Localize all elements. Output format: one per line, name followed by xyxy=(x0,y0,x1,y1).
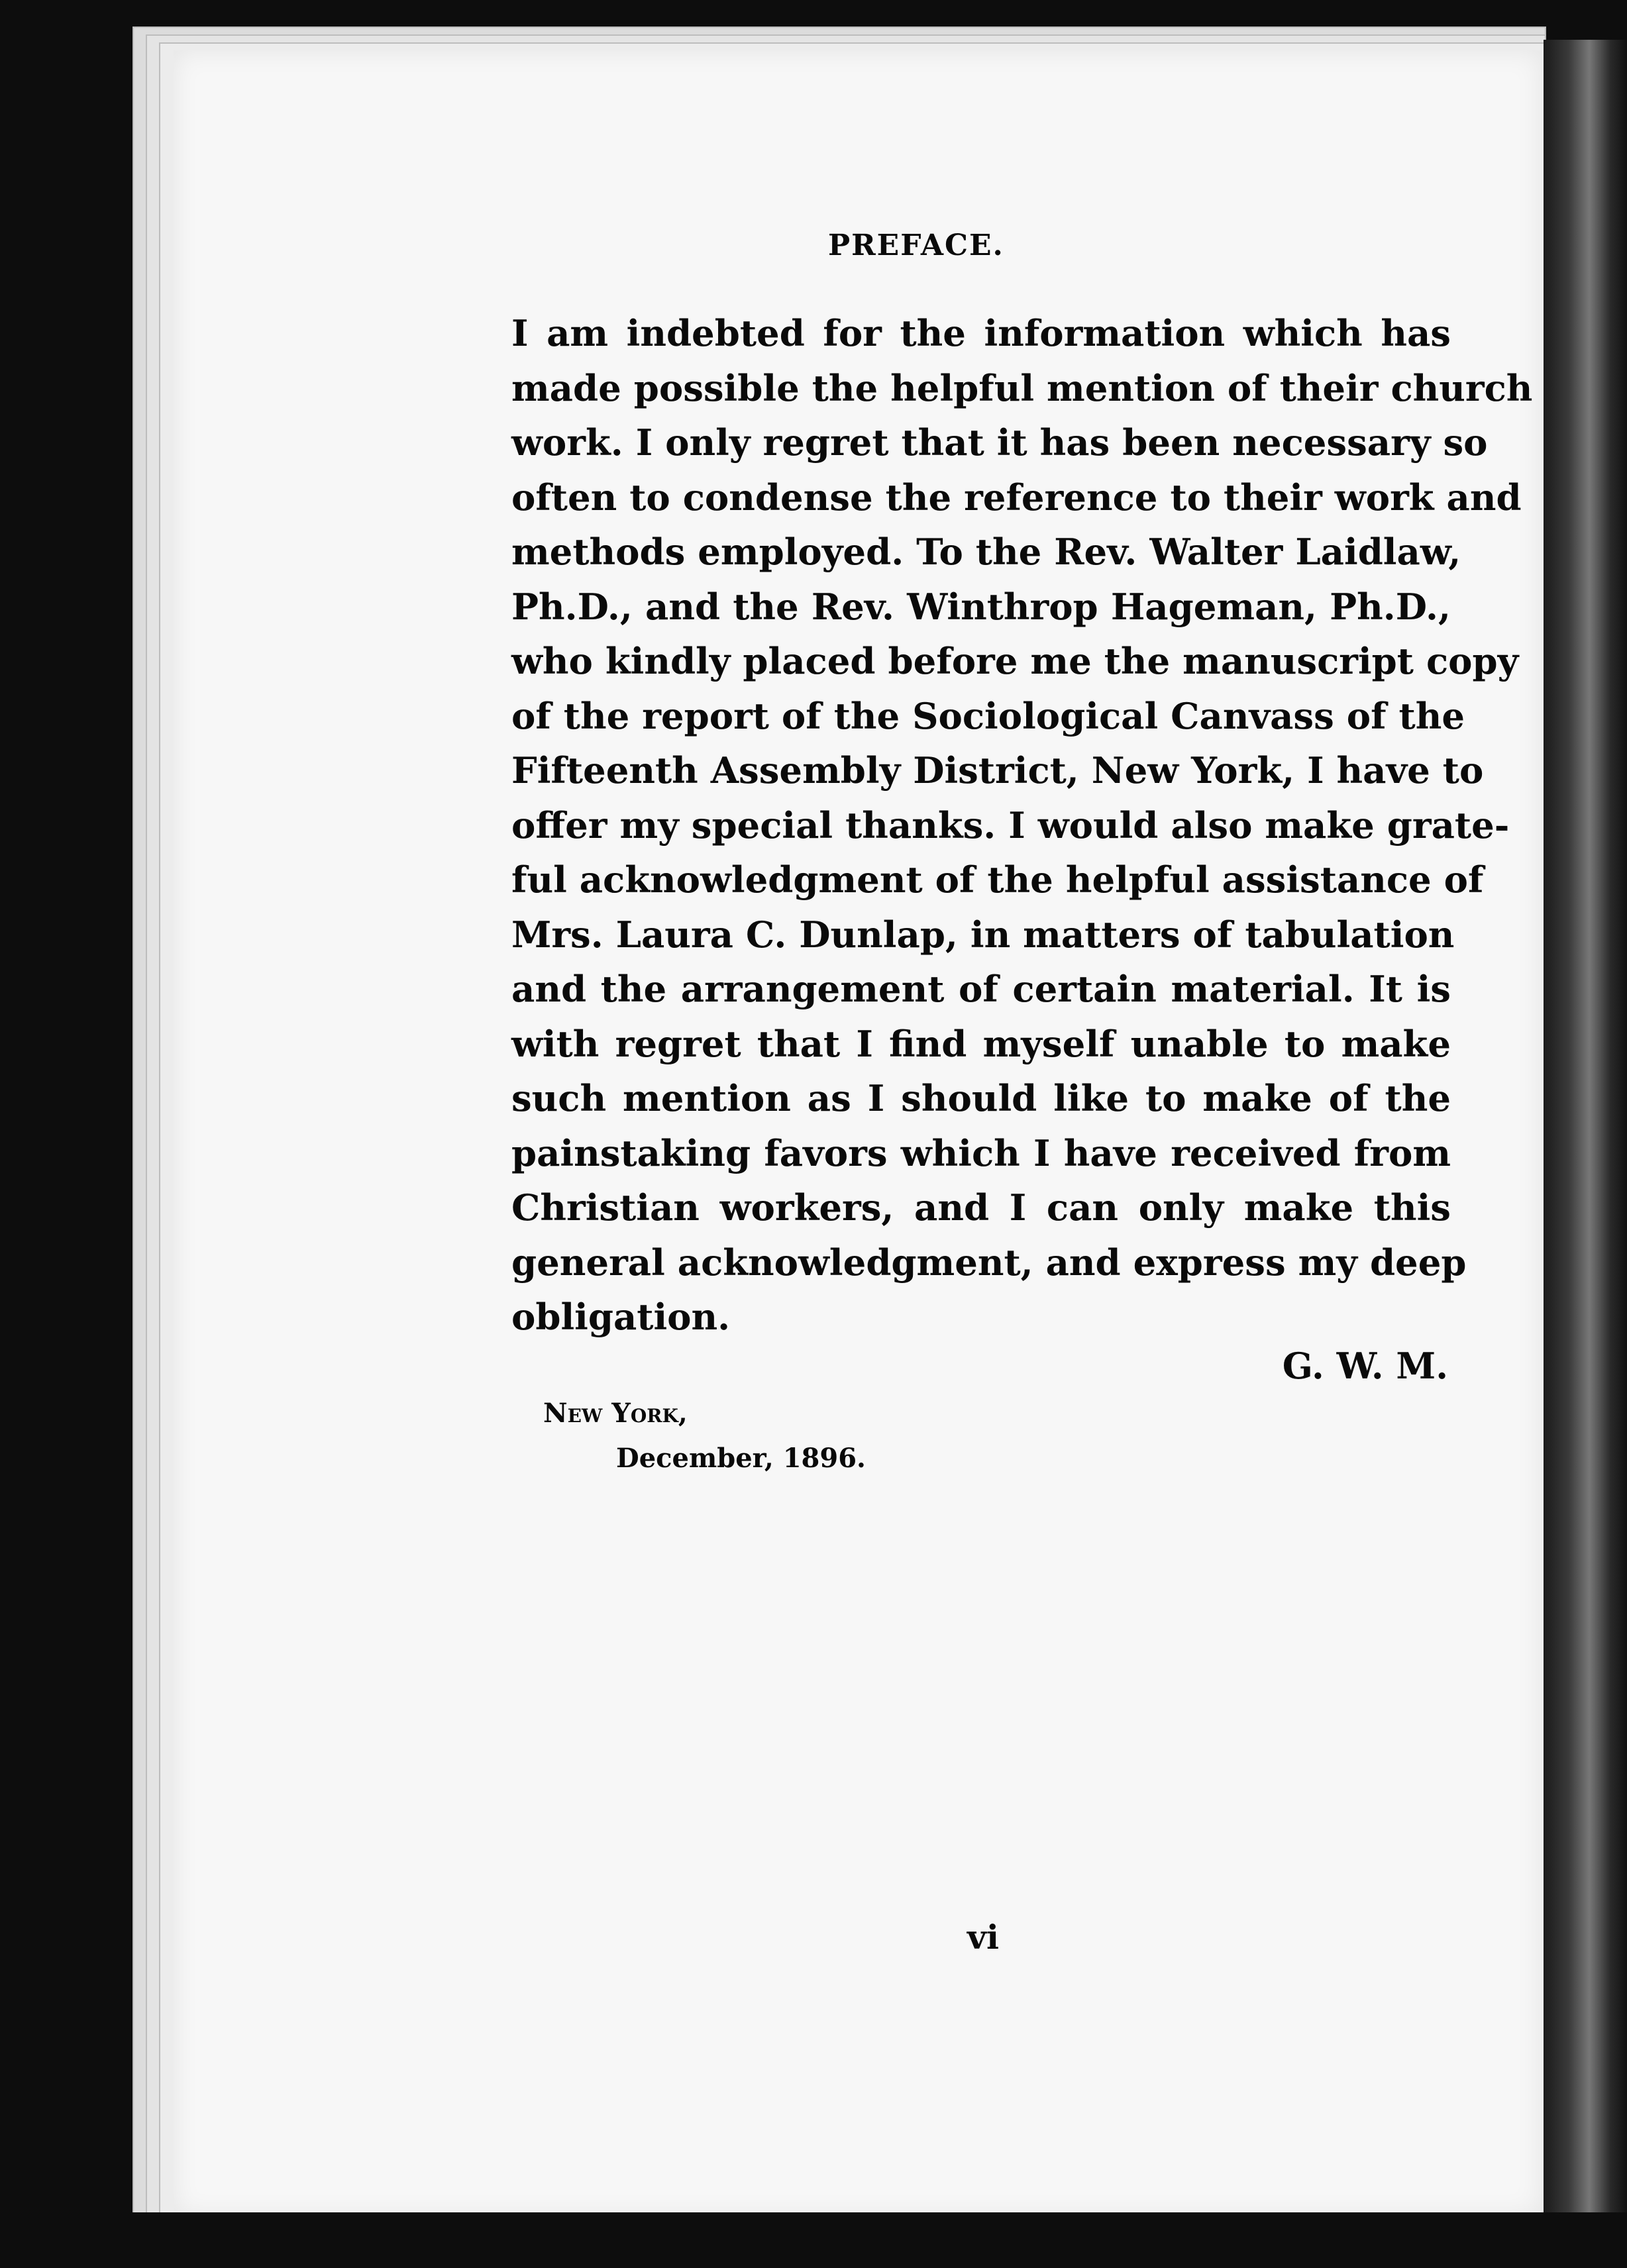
text-line: who kindly placed before me the manuscript copy xyxy=(511,640,1519,682)
scan-border xyxy=(0,2212,1627,2268)
text-line: painstaking favors which I have received from xyxy=(511,1131,1451,1174)
text-line: and the arrangement of certain material. It is xyxy=(511,968,1451,1010)
text-line: Christian workers, and I can only make this xyxy=(511,1186,1451,1229)
author-signature: G. W. M. xyxy=(1282,1345,1448,1387)
text-line: Mrs. Laura C. Dunlap, in matters of tabulation xyxy=(511,913,1455,956)
page-heading: PREFACE. xyxy=(828,229,1004,262)
text-line: Ph.D., and the Rev. Winthrop Hageman, Ph.D., xyxy=(511,585,1451,628)
text-line: often to condense the reference to their work and xyxy=(511,476,1522,519)
text-line: obligation. xyxy=(511,1296,731,1338)
page-number: vi xyxy=(967,1918,1000,1957)
text-line: such mention as I should like to make of the xyxy=(511,1077,1451,1119)
text-line: ful acknowledgment of the helpful assistance of xyxy=(511,858,1484,901)
preface-body xyxy=(511,306,1533,1345)
text-line: offer my special thanks. I would also make grate- xyxy=(511,803,1510,847)
text-line: with regret that I find myself unable to make xyxy=(511,1022,1451,1065)
text-line: work. I only regret that it has been necessary so xyxy=(511,421,1488,464)
text-line: Fifteenth Assembly District, New York, I have to xyxy=(511,749,1484,792)
book-binding xyxy=(1544,40,1627,2268)
dateline-date: December, 1896. xyxy=(616,1443,866,1474)
dateline-place: New York, xyxy=(543,1398,688,1429)
text-line: made possible the helpful mention of their church xyxy=(511,366,1533,409)
text-line: of the report of the Sociological Canvass of the xyxy=(511,694,1465,737)
text-line: I am indebted for the information which has xyxy=(511,312,1451,354)
text-line: methods employed. To the Rev. Walter Laidlaw, xyxy=(511,531,1461,573)
text-line: general acknowledgment, and express my deep xyxy=(511,1241,1467,1284)
